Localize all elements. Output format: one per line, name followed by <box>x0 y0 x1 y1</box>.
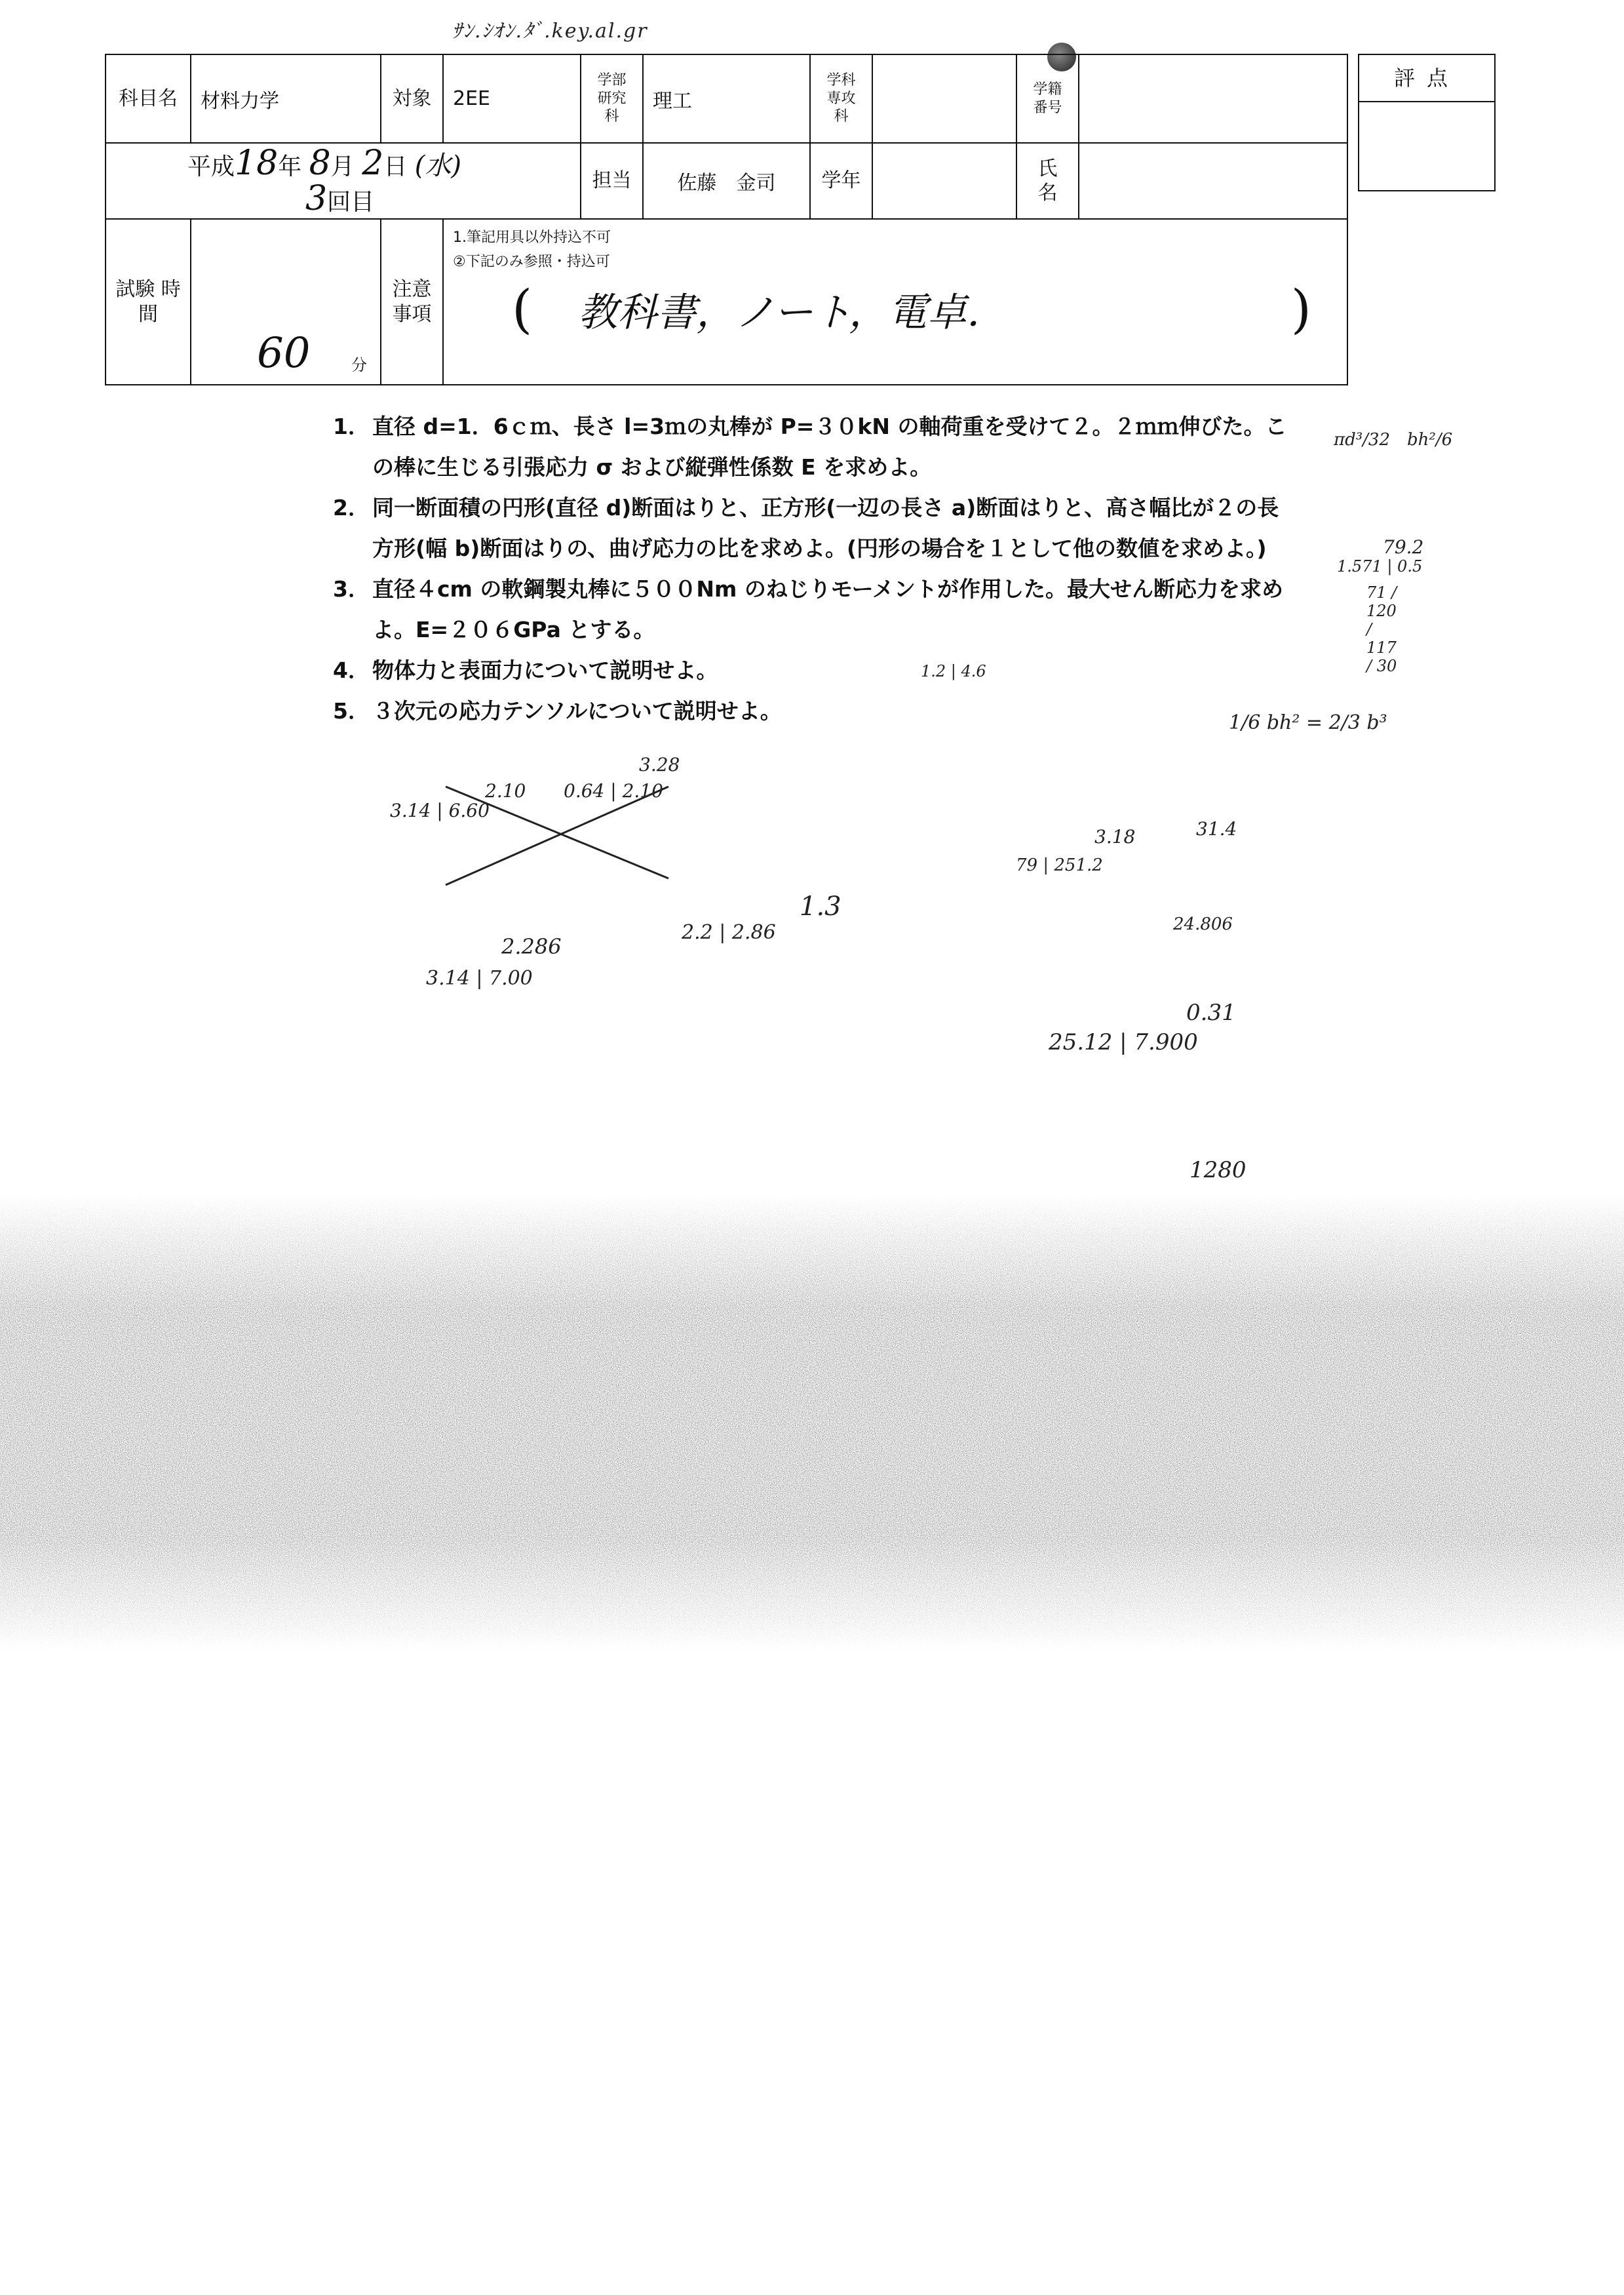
dept-value <box>872 54 1016 143</box>
question-4 <box>333 650 1290 691</box>
calc-scribble: 2.2 | 2.86 <box>682 921 776 944</box>
calc-scribble: 0.31 <box>1186 1000 1236 1026</box>
calc-scribble: 0.64 | 2.10 <box>564 780 663 802</box>
calc-scribble: 3.14 | 7.00 <box>426 967 533 990</box>
student-id-value <box>1079 54 1347 143</box>
score-label: 評点 <box>1359 55 1494 102</box>
question-1 <box>333 406 1290 488</box>
score-box <box>1358 54 1496 191</box>
exam-time-cell <box>191 219 381 385</box>
margin-calc: 1/6 bh² = 2/3 b³ <box>1229 711 1387 734</box>
date-month-suffix: 月 <box>330 153 355 180</box>
exam-time-unit: 分 <box>351 356 367 374</box>
question-text: 直径 d=1．6ｃｍ、長さ l=3ｍの丸棒が P=３０kN の軸荷重を受けて２。２ｍｍ伸びた。この棒に生じる引張応力 σ および縦弾性係数 E を求めよ。 <box>372 414 1287 480</box>
question-number: 2． <box>333 495 370 520</box>
margin-calc: 79.2 <box>1383 536 1424 558</box>
date-year: 18 <box>235 144 279 183</box>
question-list <box>333 406 1290 732</box>
grade-value <box>872 143 1016 219</box>
teacher-value: 佐藤 金司 <box>643 143 810 219</box>
margin-calc: πd³/32 bh²/6 <box>1334 430 1453 450</box>
calc-scribble: 2.10 <box>485 780 526 802</box>
question-number: 3． <box>333 576 370 602</box>
margin-calc: 1.2 | 4.6 <box>921 662 986 680</box>
question-2 <box>333 488 1290 569</box>
note-2: ②下記のみ参照・持込可 <box>453 254 610 270</box>
bracket-open: ( <box>512 279 533 340</box>
faculty-value: 理工 <box>643 54 810 143</box>
date-day: 2 <box>362 144 384 183</box>
bracket-close: ) <box>1290 279 1311 340</box>
date-day-suffix: 日 <box>383 153 408 180</box>
calc-scribble: 1280 <box>1189 1157 1247 1183</box>
handwritten-top-note: ｻﾝ.ｼｵﾝ.ﾀﾞ.key.al.gr <box>452 20 648 43</box>
faculty-label: 学部 研究科 <box>581 54 643 143</box>
calc-scribble: 79 | 251.2 <box>1016 855 1103 875</box>
question-3 <box>333 569 1290 650</box>
exam-header-table <box>105 54 1348 385</box>
calc-scribble: 3.28 <box>639 754 680 775</box>
crossed-out-calc <box>433 780 682 892</box>
margin-calc: 1.571 | 0.5 <box>1337 557 1423 576</box>
question-text: 同一断面積の円形(直径 d)断面はりと、正方形(一辺の長さ a)断面はりと、高さ幅比が２の長方形(幅 b)断面はりの、曲げ応力の比を求めよ。(円形の場合を１として他の数値を求めよ。) <box>372 495 1279 561</box>
date-weekday: (水) <box>414 151 461 181</box>
scan-noise-band <box>0 1193 1624 1652</box>
grade-label: 学年 <box>810 143 872 219</box>
date-month: 8 <box>309 144 331 183</box>
note-1: 1.筆記用具以外持込不可 <box>453 229 611 246</box>
notes-cell <box>443 219 1347 385</box>
calc-scribble: 25.12 | 7.900 <box>1049 1029 1198 1055</box>
date-prefix: 平成 <box>187 153 235 180</box>
target-value: 2EE <box>443 54 581 143</box>
question-5 <box>333 691 1290 732</box>
margin-calc: 71 / 120 / 117 / 30 <box>1366 583 1397 675</box>
question-text: 物体力と表面力について説明せよ。 <box>372 657 718 683</box>
calc-scribble: 3.18 <box>1094 826 1136 848</box>
question-text: 直径４cm の軟鋼製丸棒に５００Nm のねじりモーメントが作用した。最大せん断応力を求めよ。E=２０６GPa とする。 <box>372 576 1283 642</box>
calc-scribble: 24.806 <box>1173 914 1233 934</box>
teacher-label: 担当 <box>581 143 643 219</box>
subject-value: 材料力学 <box>191 54 381 143</box>
session-number: 3 <box>305 179 328 218</box>
calc-scribble: 3.14 | 6.60 <box>390 800 490 821</box>
allowed-items: 教科書，ノート，電卓． <box>578 290 1007 336</box>
question-number: 4． <box>333 657 370 683</box>
session-suffix: 回目 <box>327 189 375 216</box>
date-year-suffix: 年 <box>278 153 302 180</box>
notes-label: 注意 事項 <box>381 219 443 385</box>
target-label: 対象 <box>381 54 443 143</box>
question-number: 1． <box>333 414 370 439</box>
name-label: 氏 名 <box>1016 143 1079 219</box>
question-number: 5． <box>333 698 370 724</box>
name-value <box>1079 143 1347 219</box>
student-id-label: 学籍 番号 <box>1016 54 1079 143</box>
calc-scribble: 2.286 <box>501 934 562 959</box>
dept-label: 学科 専攻科 <box>810 54 872 143</box>
subject-label: 科目名 <box>106 54 191 143</box>
exam-time-label: 試験 時間 <box>106 219 191 385</box>
calc-scribble: 31.4 <box>1196 818 1237 840</box>
exam-date-cell <box>106 143 581 219</box>
calc-scribble: 1.3 <box>800 892 841 922</box>
question-text: ３次元の応力テンソルについて説明せよ。 <box>372 698 782 724</box>
exam-time-value: 60 <box>257 329 311 378</box>
